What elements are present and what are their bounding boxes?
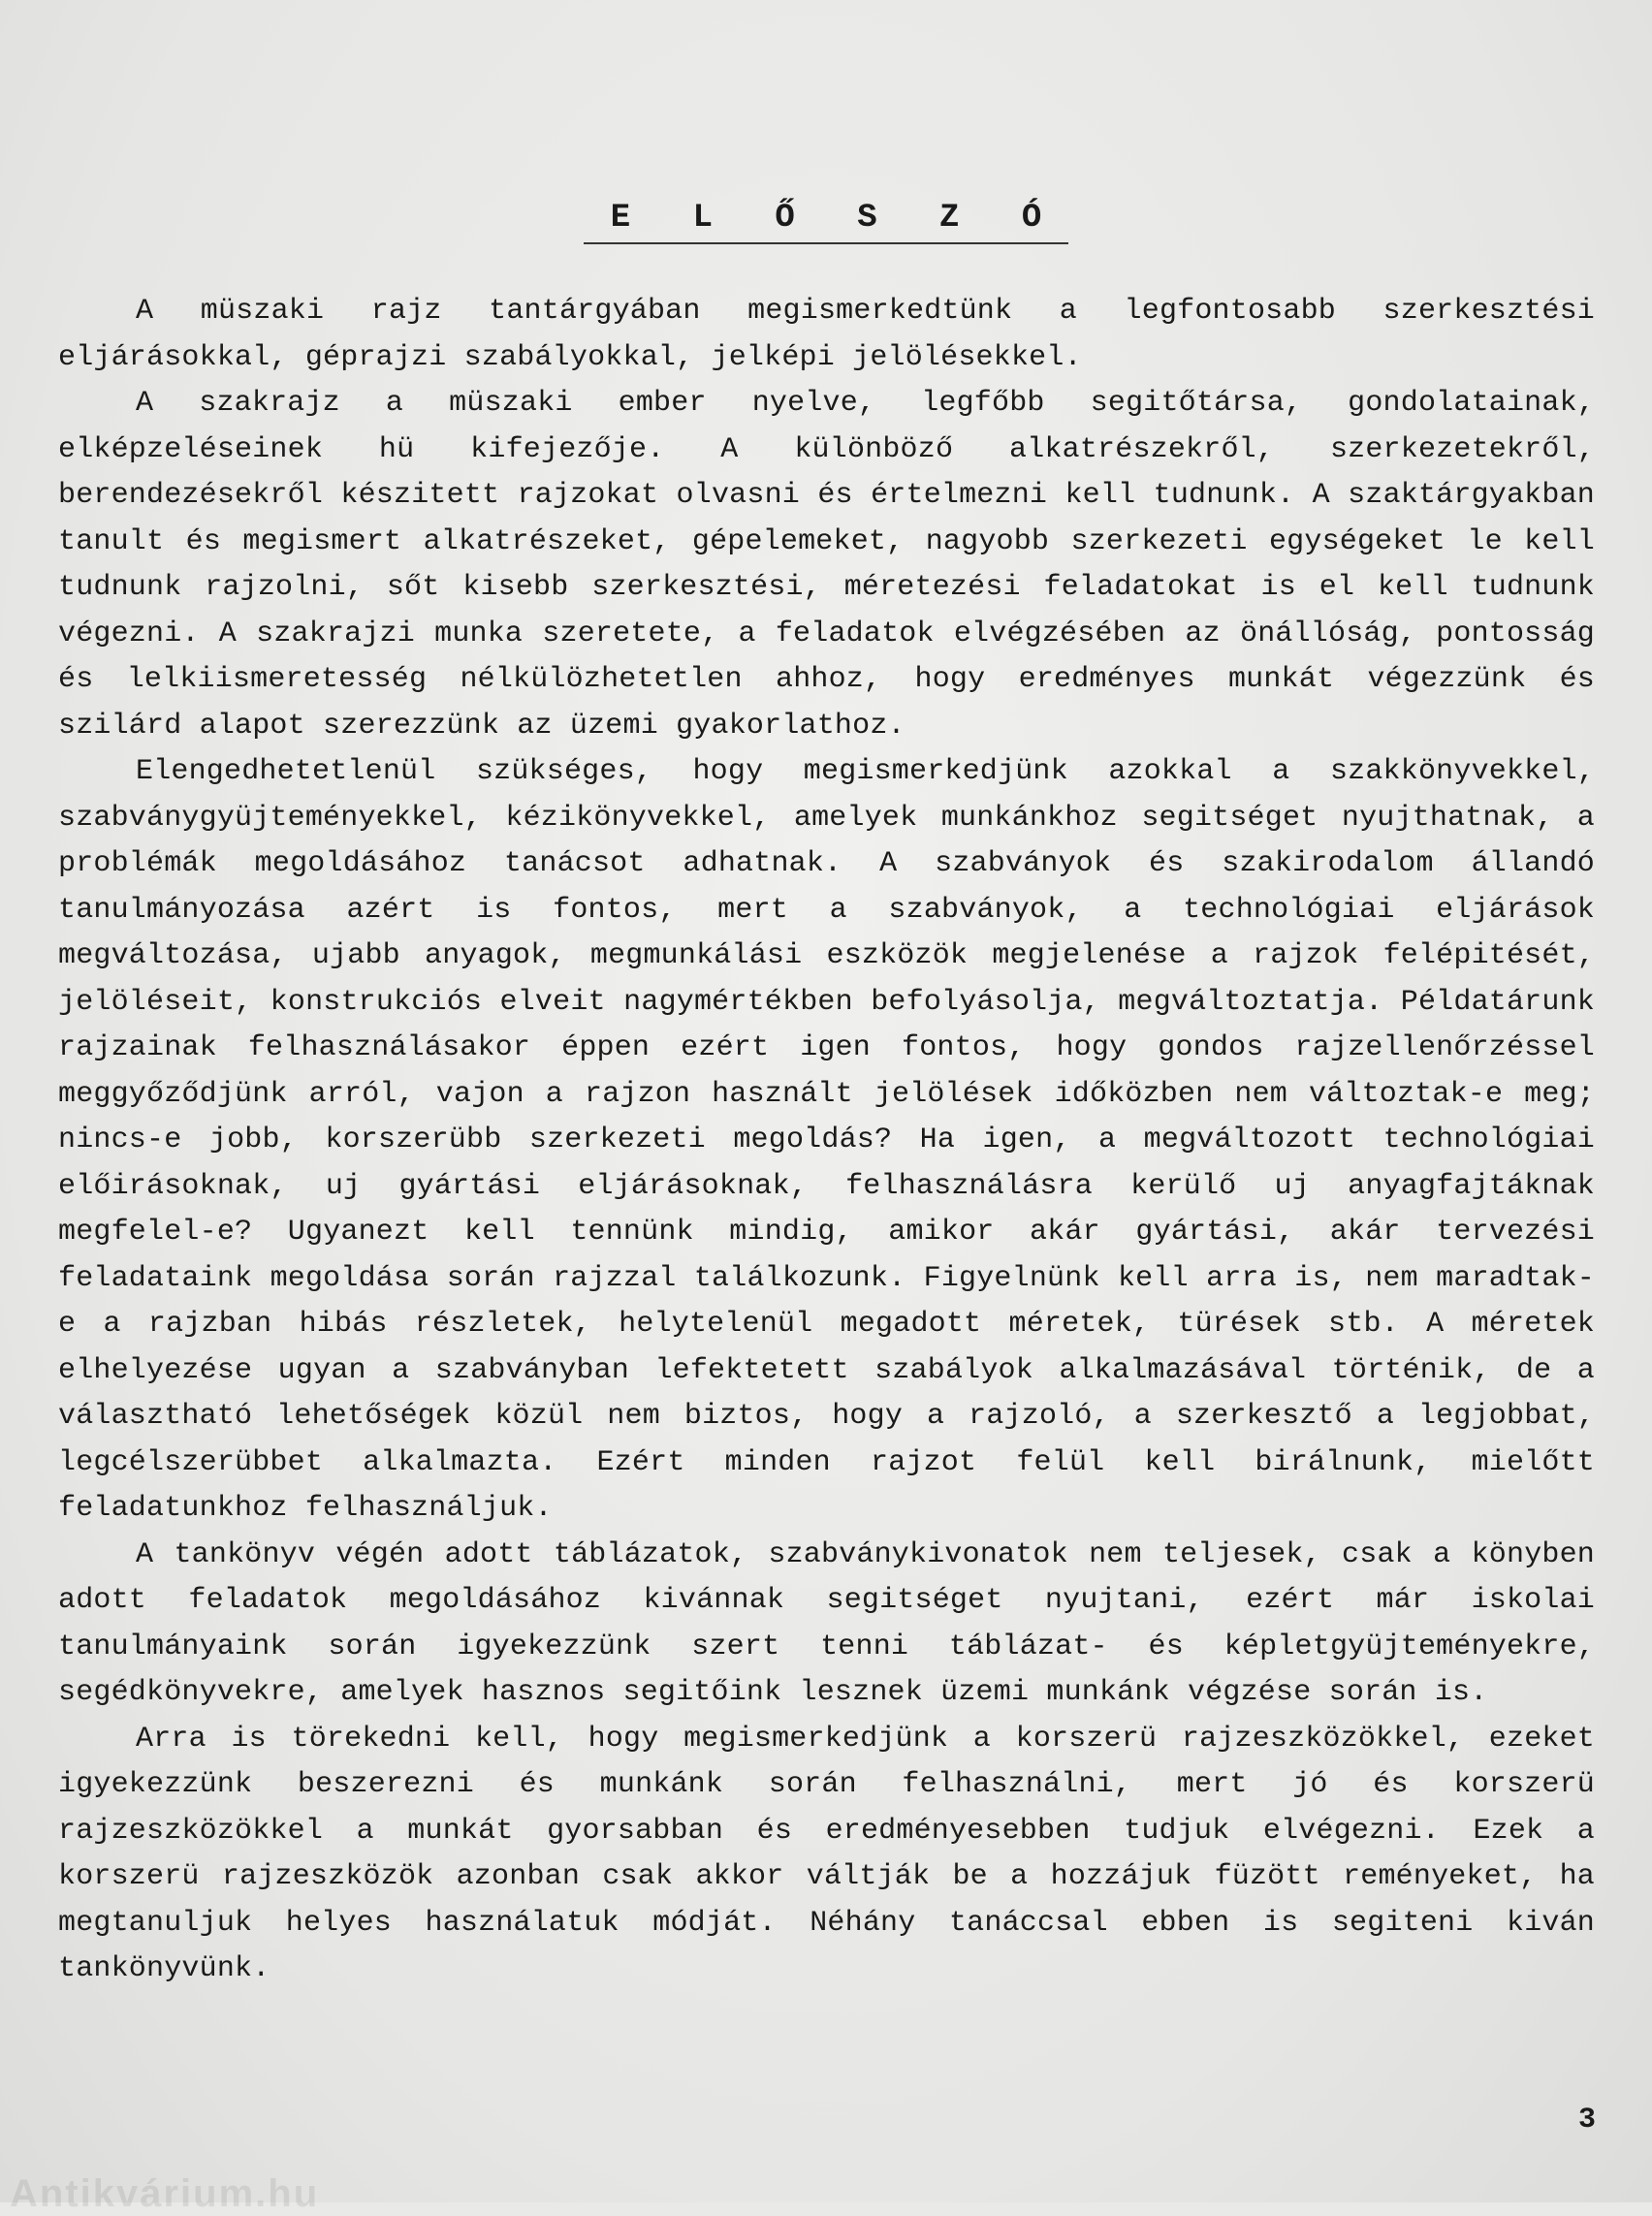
paragraph-3: Elengedhetetlenül szükséges, hogy megismerkedjünk azokkal a szakkönyvekkel, szabványgyüjteményekkel, kézikönyvekkel, amelyek munkánkhoz segitséget nyujthatnak, a problémák megoldásához tanácsot adhatnak. A szabványok és szakirodalom állandó tanulmányozása azért is fontos, mert a szabványok, a technológiai eljárások megváltozása, ujabb anyagok, megmunkálási eszközök megjelenése a rajzok felépitését, jelöléseit, konstrukciós elveit nagymértékben befolyásolja, megváltoztatja. Példatárunk rajzainak felhasználásakor éppen ezért igen fontos, hogy gondos rajzellenőrzéssel meggyőződjünk arról, vajon a rajzon használt jelölések időközben nem változtak-e meg; nincs-e jobb, korszerübb szerkezeti megoldás? Ha igen, a megváltozott technológiai előirásoknak, uj gyártási eljárásoknak, felhasználásra kerülő uj anyagfajtáknak megfelel-e? Ugyanezt kell tennünk mindig, amikor akár gyártási, akár tervezési feladataink megoldása során rajzzal találkozunk. Figyelnünk kell arra is, nem maradtak-e a rajzban hibás részletek, helytelenül megadott méretek, türések stb. A méretek elhelyezése ugyan a szabványban lefektetett szabályok alkalmazásával történik, de a választható lehetőségek közül nem biztos, hogy a rajzoló, a szerkesztő a legjobbat, legcélszerübbet alkalmazta. Ezért minden rajzot felül kell birálnunk, mielőtt feladatunkhoz felhasználjuk. xyxy=(58,755,1595,1525)
watermark: Antikvárium.hu xyxy=(10,2172,320,2215)
paragraph-1: A müszaki rajz tantárgyában megismerkedtünk a legfontosabb szerkesztési eljárásokkal, géprajzi szabályokkal, jelképi jelölésekkel. xyxy=(58,295,1595,374)
page-title xyxy=(0,200,1652,244)
paragraph-2: A szakrajz a müszaki ember nyelve, legfőbb segitőtársa, gondolatainak, elképzeléseinek hü kifejezője. A különböző alkatrészekről, szerkezetekről, berendezésekről készitett rajzokat olvasni és értelmezni kell tudnunk. A szaktárgyakban tanult és megismert alkatrészeket, gépelemeket, nagyobb szerkezeti egységeket le kell tudnunk rajzolni, sőt kisebb szerkesztési, méretezési feladatokat is el kell tudnunk végezni. A szakrajzi munka szeretete, a feladatok elvégzésében az önállóság, pontosság és lelkiismeretesség nélkülözhetetlen ahhoz, hogy eredményes munkát végezzünk és szilárd alapot szerezzünk az üzemi gyakorlathoz. xyxy=(58,387,1595,743)
paragraph-4: A tankönyv végén adott táblázatok, szabványkivonatok nem teljesek, csak a könyben adott feladatok megoldásához kivánnak segitséget nyujtani, ezért már iskolai tanulmányaink során igyekezzünk szert tenni táblázat- és képletgyüjteményekre, segédkönyvekre, amelyek hasznos segitőink lesznek üzemi munkánk végzése során is. xyxy=(58,1537,1595,1709)
paragraph-5: Arra is törekedni kell, hogy megismerkedjünk a korszerü rajzeszközökkel, ezeket igyekezzünk beszerezni és munkánk során felhasználni, mert jó és korszerü rajzeszközökkel a munkát gyorsabban és eredményesebben tudjuk elvégezni. Ezek a korszerü rajzeszközök azonban csak akkor váltják be a hozzájuk füzött reményeket, ha megtanuljuk helyes használatuk módját. Néhány tanáccsal ebben is segiteni kiván tankönyvünk. xyxy=(58,1722,1595,1985)
page-number: 3 xyxy=(1577,2104,1596,2137)
preface-body xyxy=(58,289,1595,1993)
title-text: E L Ő S Z Ó xyxy=(584,200,1068,244)
